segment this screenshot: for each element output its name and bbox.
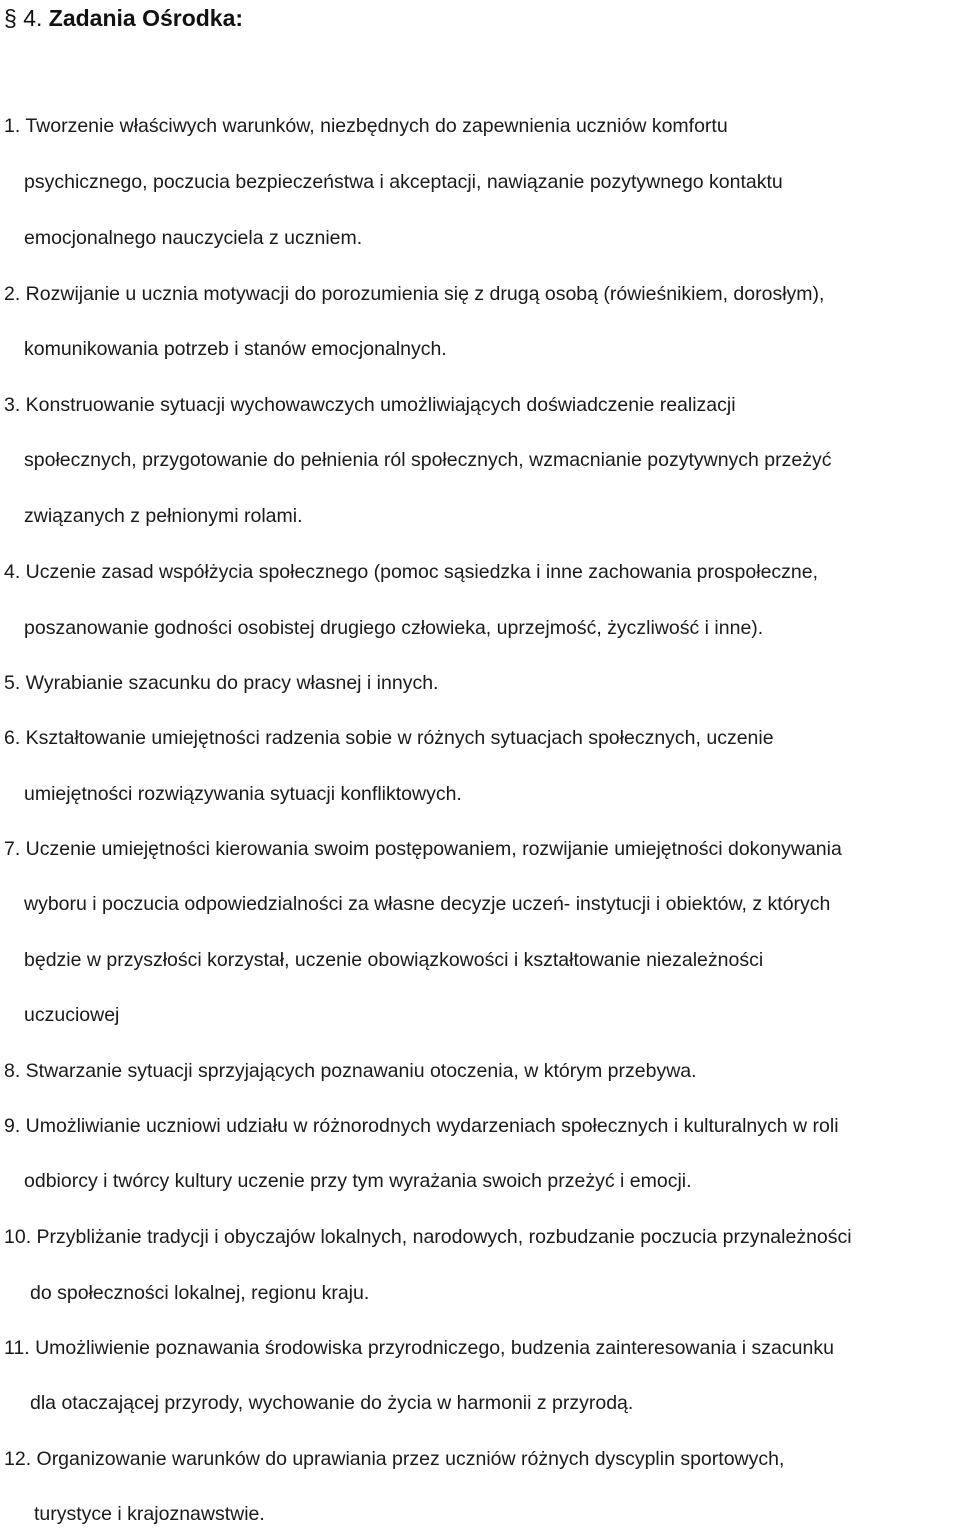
item-line: wyboru i poczucia odpowiedzialności za własne decyzje uczeń- instytucji i obiektów, z których: [24, 893, 831, 915]
item-line: 4. Uczenie zasad współżycia społecznego (pomoc sąsiedzka i inne zachowania prospołeczne,: [4, 561, 819, 583]
item-line: 3. Konstruowanie sytuacji wychowawczych umożliwiających doświadczenie realizacji: [4, 394, 736, 416]
section-heading: [4, 2, 243, 34]
item-line: 5. Wyrabianie szacunku do pracy własnej i innych.: [4, 672, 439, 694]
section-number: 4.: [23, 5, 43, 31]
item-line: turystyce i krajoznawstwie.: [34, 1503, 265, 1525]
item-line: 7. Uczenie umiejętności kierowania swoim postępowaniem, rozwijanie umiejętności dokonywania: [4, 838, 842, 860]
item-line: psychicznego, poczucia bezpieczeństwa i akceptacji, nawiązanie pozytywnego kontaktu: [24, 171, 783, 193]
item-line: umiejętności rozwiązywania sytuacji konfliktowych.: [24, 783, 462, 805]
item-line: emocjonalnego nauczyciela z uczniem.: [24, 227, 363, 249]
item-line: do społeczności lokalnej, regionu kraju.: [30, 1282, 370, 1304]
item-line: społecznych, przygotowanie do pełnienia ról społecznych, wzmacnianie pozytywnych przeżyć: [24, 449, 832, 471]
section-symbol: §: [4, 5, 17, 31]
item-line: 2. Rozwijanie u ucznia motywacji do porozumienia się z drugą osobą (rówieśnikiem, dorosłym),: [4, 283, 825, 305]
item-line: 8. Stwarzanie sytuacji sprzyjających poznawaniu otoczenia, w którym przebywa.: [4, 1060, 697, 1082]
item-line: poszanowanie godności osobistej drugiego człowieka, uprzejmość, życzliwość i inne).: [24, 617, 764, 639]
item-line: związanych z pełnionymi rolami.: [24, 505, 303, 527]
item-line: 1. Tworzenie właściwych warunków, niezbędnych do zapewnienia uczniów komfortu: [4, 115, 728, 137]
item-line: odbiorcy i twórcy kultury uczenie przy tym wyrażania swoich przeżyć i emocji.: [24, 1170, 692, 1192]
item-line: 11. Umożliwienie poznawania środowiska przyrodniczego, budzenia zainteresowania i szacunku: [4, 1337, 834, 1359]
item-line: 12. Organizowanie warunków do uprawiania przez uczniów różnych dyscyplin sportowych,: [4, 1448, 785, 1470]
item-line: 9. Umożliwianie uczniowi udziału w różnorodnych wydarzeniach społecznych i kulturalnych w roli: [4, 1115, 839, 1137]
item-line: uczuciowej: [24, 1004, 120, 1026]
item-line: będzie w przyszłości korzystał, uczenie obowiązkowości i kształtowanie niezależności: [24, 949, 764, 971]
section-title: Zadania Ośrodka:: [48, 5, 244, 31]
item-line: 6. Kształtowanie umiejętności radzenia sobie w różnych sytuacjach społecznych, uczenie: [4, 727, 774, 749]
item-line: komunikowania potrzeb i stanów emocjonalnych.: [24, 338, 447, 360]
item-line: dla otaczającej przyrody, wychowanie do życia w harmonii z przyrodą.: [30, 1392, 634, 1414]
item-line: 10. Przybliżanie tradycji i obyczajów lokalnych, narodowych, rozbudzanie poczucia przynależności: [4, 1226, 852, 1248]
